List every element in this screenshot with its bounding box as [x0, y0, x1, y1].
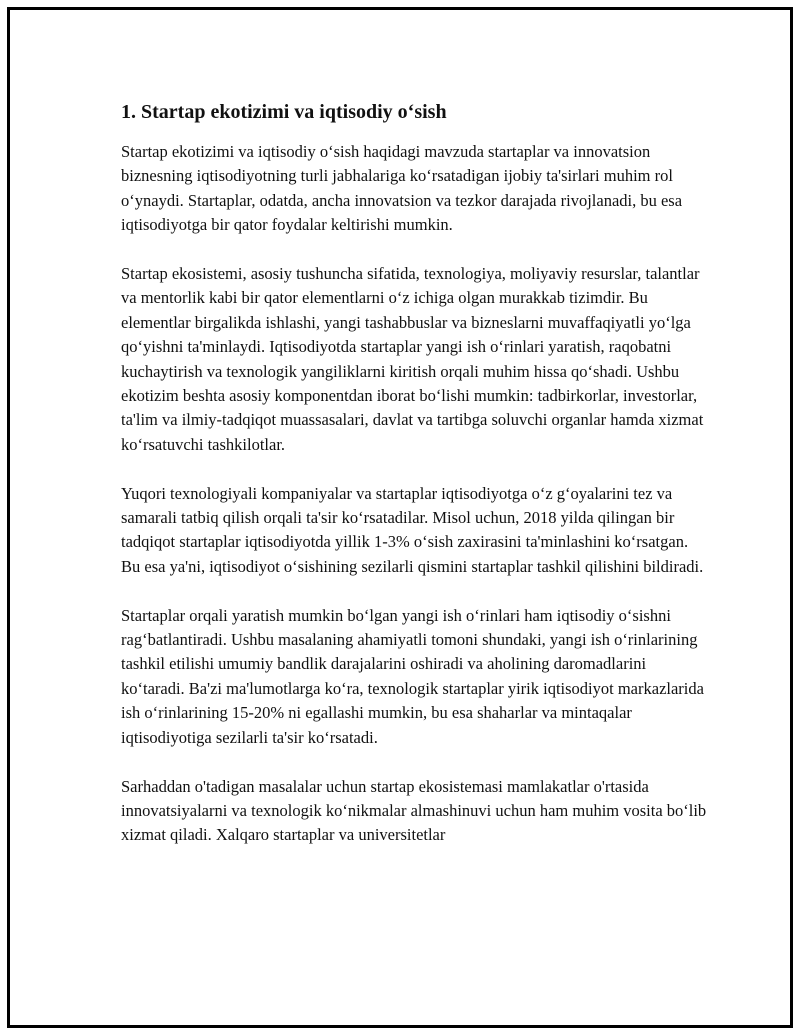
paragraph: Sarhaddan o'tadigan masalalar uchun startap ekosistemasi mamlakatlar o'rtasida innovatsiyalarni va texnologik ko‘nikmalar almashinuvi uchun ham muhim vosita bo‘lib xizmat qiladi. Xalqaro startaplar va universitetlar	[121, 776, 707, 845]
paragraph: Startap ekotizimi va iqtisodiy o‘sish haqidagi mavzuda startaplar va innovatsion biznesning iqtisodiyotning turli jabhalariga ko‘rsatadigan ijobiy ta'sirlari muhim rol o‘ynaydi. Startaplar, odatda, ancha innovatsion va tezkor darajada rivojlanadi, bu esa iqtisodiyotga bir qator foydalar keltirishi mumkin.	[121, 142, 683, 235]
document-body	[121, 98, 711, 872]
document-page	[7, 7, 793, 1028]
section-title: 1. Startap ekotizimi va iqtisodiy o‘sish	[121, 101, 447, 123]
paragraph: Startaplar orqali yaratish mumkin bo‘lgan yangi ish o‘rinlari ham iqtisodiy o‘sishni rag‘batlantiradi. Ushbu masalaning ahamiyatli tomoni shundaki, yangi ish o‘rinlarining tashkil etilishi umumiy bandlik darajalarini oshiradi va aholining daromadlarini ko‘taradi. Ba'zi ma'lumotlarga ko‘ra, texnologik startaplar yirik iqtisodiyot markazlarida ish o‘rinlarining 15-20% ni egallashi mumkin, bu esa shaharlar va mintaqalar iqtisodiyotiga sezilarli ta'sir ko‘rsatadi.	[121, 605, 704, 747]
paragraph: Yuqori texnologiyali kompaniyalar va startaplar iqtisodiyotga o‘z g‘oyalarini tez va samarali tatbiq qilish orqali ta'sir ko‘rsatadilar. Misol uchun, 2018 yilda qilingan bir tadqiqot startaplar iqtisodiyotda yillik 1-3% o‘sish zaxirasini ta'minlashini ko‘rsatgan. Bu esa ya'ni, iqtisodiyot o‘sishining sezilarli qismini startaplar tashkil qilishini bildiradi.	[121, 483, 704, 576]
paragraph: Startap ekosistemi, asosiy tushuncha sifatida, texnologiya, moliyaviy resurslar, talantlar va mentorlik kabi bir qator elementlarni o‘z ichiga olgan murakkab tizimdir. Bu elementlar birgalikda ishlashi, yangi tashabbuslar va bizneslarni muvaffaqiyatli yo‘lga qo‘yishni ta'minlaydi. Iqtisodiyotda startaplar yangi ish o‘rinlari yaratish, raqobatni kuchaytirish va texnologik yangiliklarni kiritish orqali muhim hissa qo‘shadi. Ushbu ekotizim beshta asosiy komponentdan iborat bo‘lishi mumkin: tadbirkorlar, investorlar, ta'lim va ilmiy-tadqiqot muassasalari, davlat va tartibga soluvchi organlar hamda xizmat ko‘rsatuvchi tashkilotlar.	[121, 264, 704, 454]
